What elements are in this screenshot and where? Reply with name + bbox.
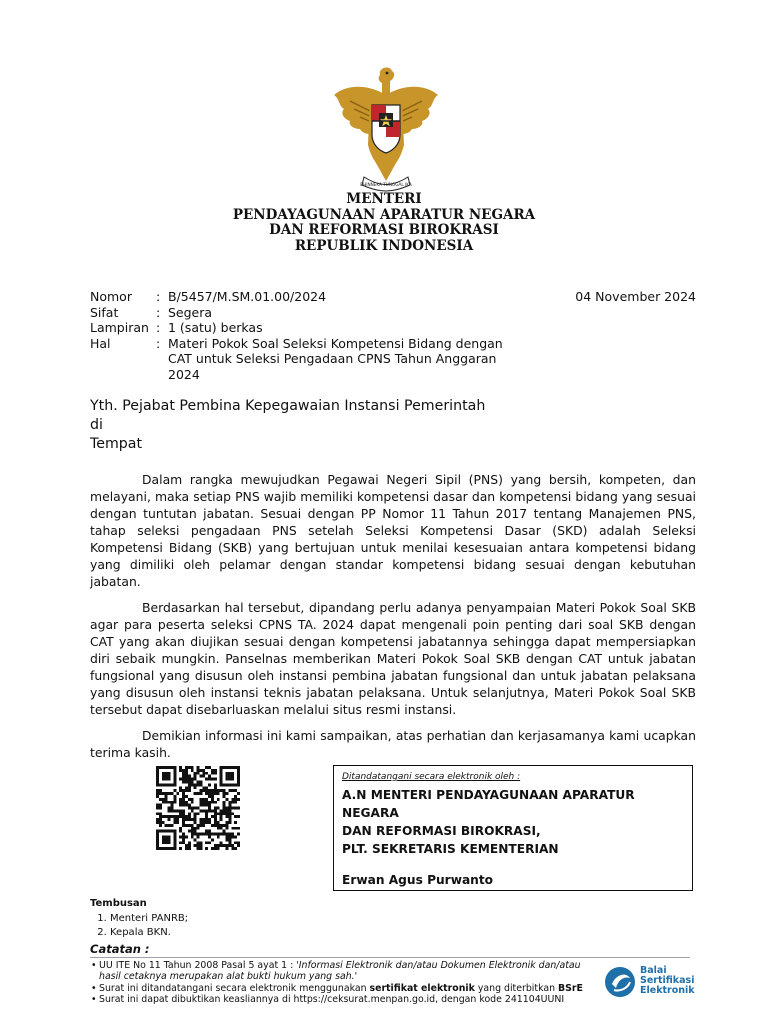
meta-value: 1 (satu) berkas [168,320,263,335]
bsre-logo-text [640,966,695,996]
bsre-line3: Elektronik [640,985,695,996]
note-item-1 [99,960,610,983]
meta-colon: : [156,320,161,335]
notes-section [90,944,610,1006]
note3-text: Surat ini dapat dibuktikan keasliannya di https://ceksurat.menpan.go.id, dengan kode 241104UUNI [99,994,565,1006]
header-title-line4: REPUBLIK INDONESIA [294,237,474,254]
bsre-line1: Balai [640,965,667,976]
cc-item: 1. Menteri PANRB; [110,912,188,927]
body-paragraph-2: Berdasarkan hal tersebut, dipandang perlu adanya penyampaian Materi Pokok Soal SKB agar para peserta seleksi CPNS TA. 2024 dapat mengenali poin penting dari soal SKB dengan CAT yang akan diujikan sesuai dengan kompetensi jabatannya sehingga dapat mempersiapkan diri sebaik mungkin. Panselnas memberikan Materi Pokok Soal SKB dengan CAT untuk jabatan fungsional yang disusun oleh instansi pembina jabatan fungsional dan untuk jabatan pelaksana yang disusun oleh instansi teknis jabatan pelaksana. Untuk selanjutnya, Materi Pokok Soal SKB tersebut dapat disebarluaskan melalui situs resmi instansi. [90,600,696,717]
note1-quote-b: hasil cetaknya merupakan alat bukti hukum yang sah.' [99,971,358,983]
note2-bold: sertifikat elektronik [369,982,475,994]
garuda-emblem-icon [330,65,442,195]
signature-note: Ditandatangani secara elektronik oleh : [342,772,521,782]
emblem-motto: BHINNEKA TUNGGAL IKA [360,182,412,187]
header-title-line2: PENDAYAGUNAAN APARATUR NEGARA [232,206,536,223]
note2-bold2: BSrE [558,982,583,994]
meta-row-sifat [90,305,700,321]
meta-key: Lampiran [90,320,149,335]
meta-value: B/5457/M.SM.01.00/2024 [168,289,327,304]
notes-divider [90,957,690,958]
meta-value: Materi Pokok Soal Seleksi Kompetensi Bidang dengan CAT untuk Seleksi Pengadaan CPNS Tahun Anggaran 2024 [168,335,503,382]
letter-date: 04 November 2024 [575,289,696,304]
addressee-line2: di [90,417,103,433]
meta-key: Hal [90,335,111,351]
signature-line2: NEGARA [342,806,399,820]
meta-key: Nomor [90,289,132,304]
meta-row-nomor [90,289,700,305]
addressee-line3: Tempat [90,436,143,452]
letter-body [90,471,696,770]
letter-header [0,192,768,254]
note2-prefix: Surat ini ditandatangani secara elektronik menggunakan [99,982,370,994]
note1-prefix: UU ITE No 11 Tahun 2008 Pasal 5 ayat 1 : [99,959,297,971]
header-title-line1: MENTERI [346,191,422,207]
meta-colon: : [156,335,161,351]
note-item-2 [99,983,610,995]
meta-row-hal [90,336,700,383]
note-item-3 [99,994,610,1006]
signature-line3: DAN REFORMASI BIROKRASI, [342,824,541,838]
meta-key: Sifat [90,304,119,320]
signatory-name: Erwan Agus Purwanto [342,873,494,887]
addressee [90,397,485,454]
body-paragraph-3: Demikian informasi ini kami sampaikan, atas perhatian dan kerjasamanya kami ucapkan terima kasih. [90,728,696,760]
meta-colon: : [156,289,161,304]
signature-box [333,765,693,891]
signature-line1: A.N MENTERI PENDAYAGUNAAN APARATUR [342,788,635,802]
header-title-line3: DAN REFORMASI BIROKRASI [269,222,499,238]
body-paragraph-1: Dalam rangka mewujudkan Pegawai Negeri Sipil (PNS) yang bersih, kompeten, dan melayani, maka setiap PNS wajib memiliki kompetensi dasar dan kompetensi bidang yang sesuai dengan tuntutan jabatan. Sesuai dengan PP Nomor 11 Tahun 2017 tentang Manajemen PNS, tahap seleksi pengadaan PNS setelah Seleksi Kompetensi Dasar (SKD) adalah Seleksi Kompetensi Bidang (SKB) yang bertujuan untuk menilai kesesuaian antara kompetensi bidang yang dimiliki oleh pelamar dengan standar kompetensi bidang sesuai dengan kebutuhan jabatan. [90,472,696,589]
meta-row-lampiran [90,320,700,336]
meta-colon: : [156,304,161,320]
cc-item: 2. Kepala BKN. [110,926,188,941]
cc-list [90,912,188,941]
notes-title: Catatan : [90,942,150,956]
cc-title: Tembusan [90,898,147,909]
meta-value: Segera [168,304,213,320]
addressee-line1: Yth. Pejabat Pembina Kepegawaian Instansi Pemerintah [90,398,486,414]
note2-mid: yang diterbitkan [474,982,559,994]
qr-code-icon [156,766,240,850]
note1-quote-a: 'Informasi Elektronik dan/atau Dokumen Elektronik dan/atau [296,959,581,971]
carbon-copy [90,897,188,941]
letter-metadata [90,289,700,382]
signature-line4: PLT. SEKRETARIS KEMENTERIAN [342,842,559,856]
bsre-line2: Sertifikasi [640,975,695,986]
notes-list [90,960,610,1006]
